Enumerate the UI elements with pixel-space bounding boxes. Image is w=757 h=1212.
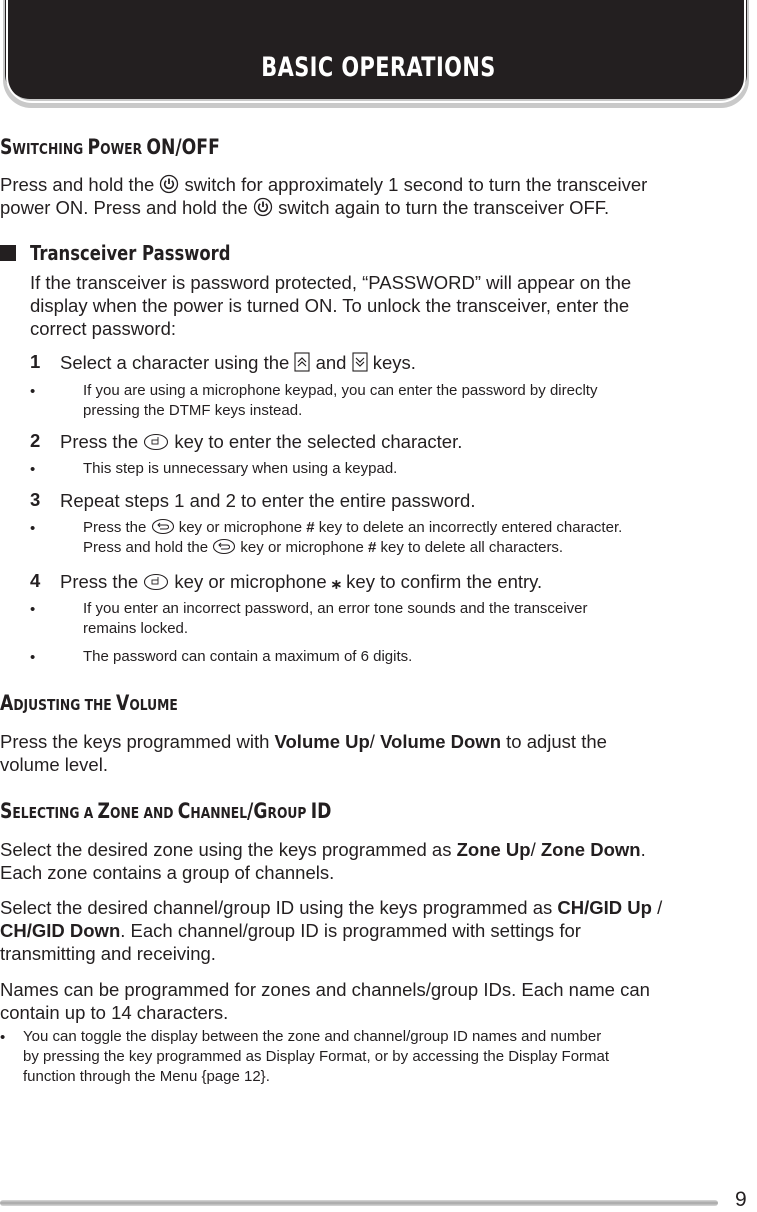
power-text-line1: Press and hold the switch for approximately 1 second to turn the transceiver	[0, 174, 648, 195]
password-intro-line2: display when the power is turned ON. To unlock the transceiver, enter the	[30, 295, 630, 316]
channel-text-line3: transmitting and receiving.	[0, 943, 216, 964]
heading-adjusting-volume: ADJUSTING THE VOLUME	[0, 691, 178, 715]
step-3-note-line2: Press and hold the key or microphone # key to delete all characters.	[83, 539, 564, 556]
step-number-1: 1	[30, 351, 41, 372]
step-3-note-line1: Press the key or microphone # key to delete an incorrectly entered character.	[83, 519, 623, 536]
volume-text-line2: volume level.	[0, 754, 108, 775]
back-key-icon	[151, 518, 175, 535]
up-key-icon	[294, 352, 310, 372]
asterisk-key-glyph: ⁎	[331, 571, 342, 592]
step-4-note-line1: If you enter an incorrect password, an error tone sounds and the transceiver	[83, 600, 588, 617]
display-note-line2: by pressing the key programmed as Display Format, or by accessing the Display Format	[23, 1048, 610, 1065]
step-number-4: 4	[30, 570, 41, 591]
footer-rule	[0, 1200, 718, 1206]
channel-text-line1: Select the desired channel/group ID using the keys programmed as CH/GID Up /	[0, 897, 663, 918]
step-2-text: Press the key to enter the selected character.	[60, 431, 463, 452]
step-number-2: 2	[30, 430, 41, 451]
names-text-line1: Names can be programmed for zones and channels/group IDs. Each name can	[0, 979, 650, 1000]
bullet: •	[30, 383, 36, 400]
step-4-note-line2: remains locked.	[83, 620, 189, 637]
power-icon	[159, 174, 179, 194]
password-intro-line1: If the transceiver is password protected, “PASSWORD” will appear on the	[30, 272, 632, 293]
heading-switching-power: SWITCHING POWER ON/OFF	[0, 135, 220, 159]
step-2-note: This step is unnecessary when using a keypad.	[83, 460, 398, 477]
power-text-line2: power ON. Press and hold the switch again to turn the transceiver OFF.	[0, 197, 610, 218]
bullet: •	[30, 520, 36, 537]
page-number: 9	[735, 1188, 747, 1211]
bullet: •	[30, 461, 36, 478]
step-3-text: Repeat steps 1 and 2 to enter the entire password.	[60, 490, 476, 511]
volume-text-line1: Press the keys programmed with Volume Up/ Volume Down to adjust the	[0, 731, 607, 752]
section-square-bullet	[0, 245, 16, 261]
back-key-icon	[212, 538, 236, 555]
display-note-line1: You can toggle the display between the zone and channel/group ID names and number	[23, 1028, 602, 1045]
zone-text-line2: Each zone contains a group of channels.	[0, 862, 335, 883]
header-tab	[0, 0, 757, 110]
password-intro-line3: correct password:	[30, 318, 176, 339]
bullet: •	[0, 1029, 6, 1046]
heading-selecting-zone-channel: SELECTING A ZONE AND CHANNEL/GROUP ID	[0, 799, 332, 823]
display-note-line3: function through the Menu {page 12}.	[23, 1068, 270, 1085]
enter-key-icon	[143, 433, 169, 451]
step-4-note-2: The password can contain a maximum of 6 digits.	[83, 648, 413, 665]
subheading-transceiver-password: Transceiver Password	[30, 241, 231, 265]
step-1-note-line1: If you are using a microphone keypad, you can enter the password by direclty	[83, 382, 598, 399]
step-number-3: 3	[30, 489, 41, 510]
page-title: BASIC OPERATIONS	[261, 52, 496, 83]
bullet: •	[30, 601, 36, 618]
names-text-line2: contain up to 14 characters.	[0, 1002, 229, 1023]
enter-key-icon	[143, 573, 169, 591]
down-key-icon	[352, 352, 368, 372]
bullet: •	[30, 649, 36, 666]
step-1-text: Select a character using the and keys.	[60, 352, 416, 373]
power-icon	[253, 197, 273, 217]
zone-text-line1: Select the desired zone using the keys programmed as Zone Up/ Zone Down.	[0, 839, 646, 860]
step-4-text: Press the key or microphone ⁎ key to confirm the entry.	[60, 571, 543, 592]
channel-text-line2: CH/GID Down. Each channel/group ID is programmed with settings for	[0, 920, 581, 941]
step-1-note-line2: pressing the DTMF keys instead.	[83, 402, 303, 419]
